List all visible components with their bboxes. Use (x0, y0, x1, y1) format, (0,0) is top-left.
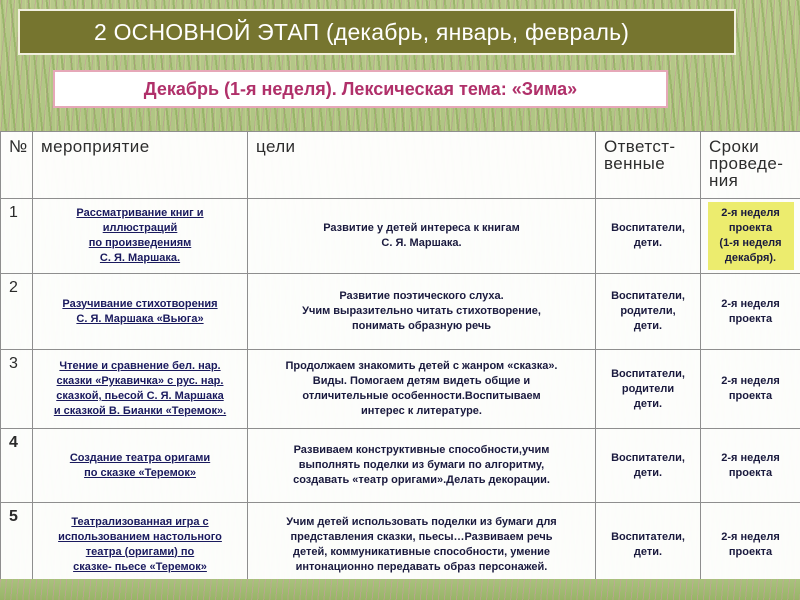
row-responsible: Воспитатели, дети. (596, 429, 701, 503)
header-event: мероприятие (33, 132, 248, 199)
lexical-topic-text: Декабрь (1-я неделя). Лексическая тема: «Зима» (143, 78, 578, 99)
row-terms: 2-я неделя проекта (701, 429, 800, 503)
row-goals: Продолжаем знакомить детей с жанром «сказка». Виды. Помогаем детям видеть общие и отличительные особенности.Воспитываем интерес к литературе. (248, 350, 596, 429)
activity-plan-table (0, 131, 800, 587)
row-event: Разучивание стихотворения С. Я. Маршака «Вьюга» (33, 274, 248, 350)
lexical-topic-banner (53, 70, 668, 108)
row-event: Создание театра оригами по сказке «Теремок» (33, 429, 248, 503)
stage-title: 2 ОСНОВНОЙ ЭТАП (декабрь, январь, февраль) (94, 18, 630, 45)
row-number: 3 (1, 350, 33, 429)
table-row (1, 350, 800, 429)
row-goals: Учим детей использовать поделки из бумаги для представления сказки, пьесы…Развиваем речь детей, коммуникативные способности, умение интонационно передавать образ персонажей. (248, 503, 596, 587)
row-number: 2 (1, 274, 33, 350)
row-responsible: Воспитатели, дети. (596, 199, 701, 274)
row-terms: 2-я неделя проекта (701, 350, 800, 429)
grass-background-strip (0, 579, 800, 600)
row-terms (701, 199, 800, 274)
page-title (18, 9, 736, 55)
row-event: Театрализованная игра с использованием настольного театра (оригами) по сказке- пьесе «Теремок» (33, 503, 248, 587)
row-goals: Развитие у детей интереса к книгам С. Я. Маршака. (248, 199, 596, 274)
row-responsible: Воспитатели, родители, дети. (596, 274, 701, 350)
header-responsible: Ответст- венные (596, 132, 701, 199)
row-number: 4 (1, 429, 33, 503)
table-row (1, 429, 800, 503)
row-goals: Развиваем конструктивные способности,учим выполнять поделки из бумаги по алгоритму, создавать «театр оригами».Делать декорации. (248, 429, 596, 503)
row-responsible: Воспитатели, родители дети. (596, 350, 701, 429)
row-event: Чтение и сравнение бел. нар. сказки «Рукавичка» с рус. нар. сказкой, пьесой С. Я. Маршака и сказкой В. Бианки «Теремок». (33, 350, 248, 429)
row-number: 5 (1, 503, 33, 587)
table-row (1, 199, 800, 274)
row-goals: Развитие поэтического слуха. Учим выразительно читать стихотворение, понимать образную речь (248, 274, 596, 350)
row-responsible: Воспитатели, дети. (596, 503, 701, 587)
table-header-row (1, 132, 800, 199)
header-num: № (1, 132, 33, 199)
table-row (1, 274, 800, 350)
terms-highlight: 2-я неделя проекта (1-я неделя декабря). (708, 202, 794, 270)
row-terms: 2-я неделя проекта (701, 503, 800, 587)
header-goals: цели (248, 132, 596, 199)
row-terms: 2-я неделя проекта (701, 274, 800, 350)
row-event: Рассматривание книг и иллюстраций по произведениям С. Я. Маршака. (33, 199, 248, 274)
table-row (1, 503, 800, 587)
row-number: 1 (1, 199, 33, 274)
header-terms: Сроки проведе- ния (701, 132, 800, 199)
